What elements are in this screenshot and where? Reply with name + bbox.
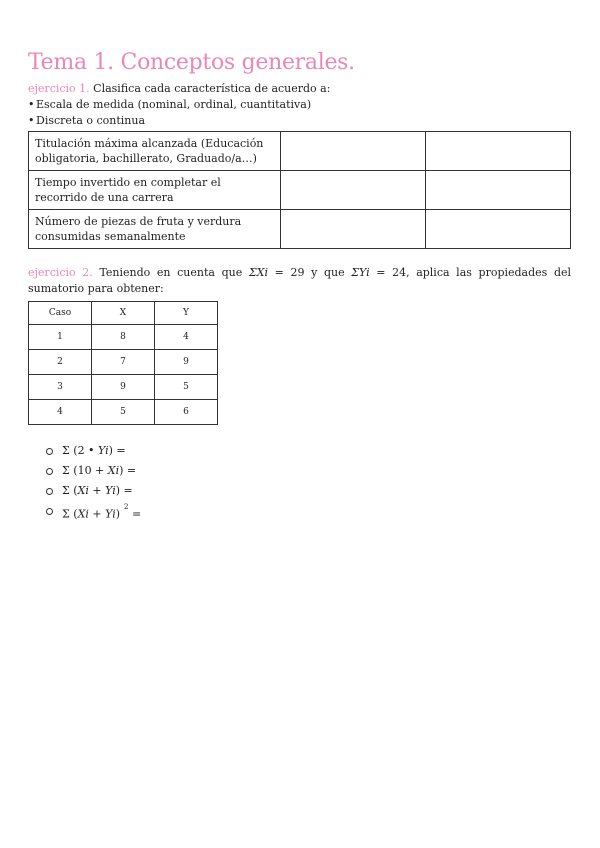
circle-bullet-icon xyxy=(46,488,53,495)
exponent: 2 xyxy=(124,503,129,511)
exercise1-text: Clasifica cada característica de acuerdo a: xyxy=(93,82,331,95)
answer-cell-type[interactable] xyxy=(426,132,571,171)
column-header: Caso xyxy=(29,302,92,325)
characteristic-cell: Número de piezas de fruta y verdura consumidas semanalmente xyxy=(29,210,281,249)
answer-cell-scale[interactable] xyxy=(281,171,426,210)
answer-cell-type[interactable] xyxy=(426,171,571,210)
answer-cell-scale[interactable] xyxy=(281,132,426,171)
table-row xyxy=(29,325,218,350)
table-cell: 6 xyxy=(155,400,218,425)
formula-item: Σ (2 • Yi) = xyxy=(46,441,572,461)
characteristic-cell: Titulación máxima alcanzada (Educación obligatoria, bachillerato, Graduado/a…) xyxy=(29,132,281,171)
sum-x: ΣXi xyxy=(248,266,268,279)
formula-item: Σ (Xi + Yi) = xyxy=(46,481,572,501)
table-row xyxy=(29,400,218,425)
column-header: Y xyxy=(155,302,218,325)
table-cell: 8 xyxy=(92,325,155,350)
column-header: X xyxy=(92,302,155,325)
answer-cell-type[interactable] xyxy=(426,210,571,249)
exercise2-instruction: ejercicio 2. Teniendo en cuenta que ΣXi = 29 y que ΣYi = 24, aplica las propiedades del sumatorio para obtener: xyxy=(28,266,572,295)
table-cell: 7 xyxy=(92,350,155,375)
table-row xyxy=(29,171,571,210)
table-cell: 5 xyxy=(155,375,218,400)
classification-table xyxy=(28,131,571,249)
formula-list xyxy=(28,441,572,521)
table-cell: 2 xyxy=(29,350,92,375)
document-page xyxy=(28,50,572,521)
table-row xyxy=(29,375,218,400)
bullet-icon: • xyxy=(28,114,35,127)
exercise1-label: ejercicio 1. xyxy=(28,82,90,95)
formula-item: Σ $(Xi + Yi)^2$ = xyxy=(46,501,572,521)
table-cell: 3 xyxy=(29,375,92,400)
table-cell: 1 xyxy=(29,325,92,350)
table-row xyxy=(29,210,571,249)
table-cell: 5 xyxy=(92,400,155,425)
table-row xyxy=(29,350,218,375)
bullet-icon: • xyxy=(28,98,35,111)
circle-bullet-icon xyxy=(46,448,53,455)
circle-bullet-icon xyxy=(46,468,53,475)
table-cell: 9 xyxy=(92,375,155,400)
table-cell: 4 xyxy=(29,400,92,425)
circle-bullet-icon xyxy=(46,508,53,515)
page-title: Tema 1. Conceptos generales. xyxy=(28,50,355,75)
sum-y: ΣYi xyxy=(351,266,370,279)
table-cell: 9 xyxy=(155,350,218,375)
answer-cell-scale[interactable] xyxy=(281,210,426,249)
exercise2-label: ejercicio 2. xyxy=(28,266,93,279)
table-row xyxy=(29,132,571,171)
formula-item: Σ (10 + Xi) = xyxy=(46,461,572,481)
bullet-item: • Escala de medida (nominal, ordinal, cuantitativa) xyxy=(28,98,312,111)
characteristic-cell: Tiempo invertido en completar el recorrido de una carrera xyxy=(29,171,281,210)
exercise1-instruction xyxy=(28,81,572,97)
data-table xyxy=(28,301,218,425)
table-cell: 4 xyxy=(155,325,218,350)
bullet-item: • Discreta o continua xyxy=(28,114,146,127)
table-header-row xyxy=(29,302,218,325)
